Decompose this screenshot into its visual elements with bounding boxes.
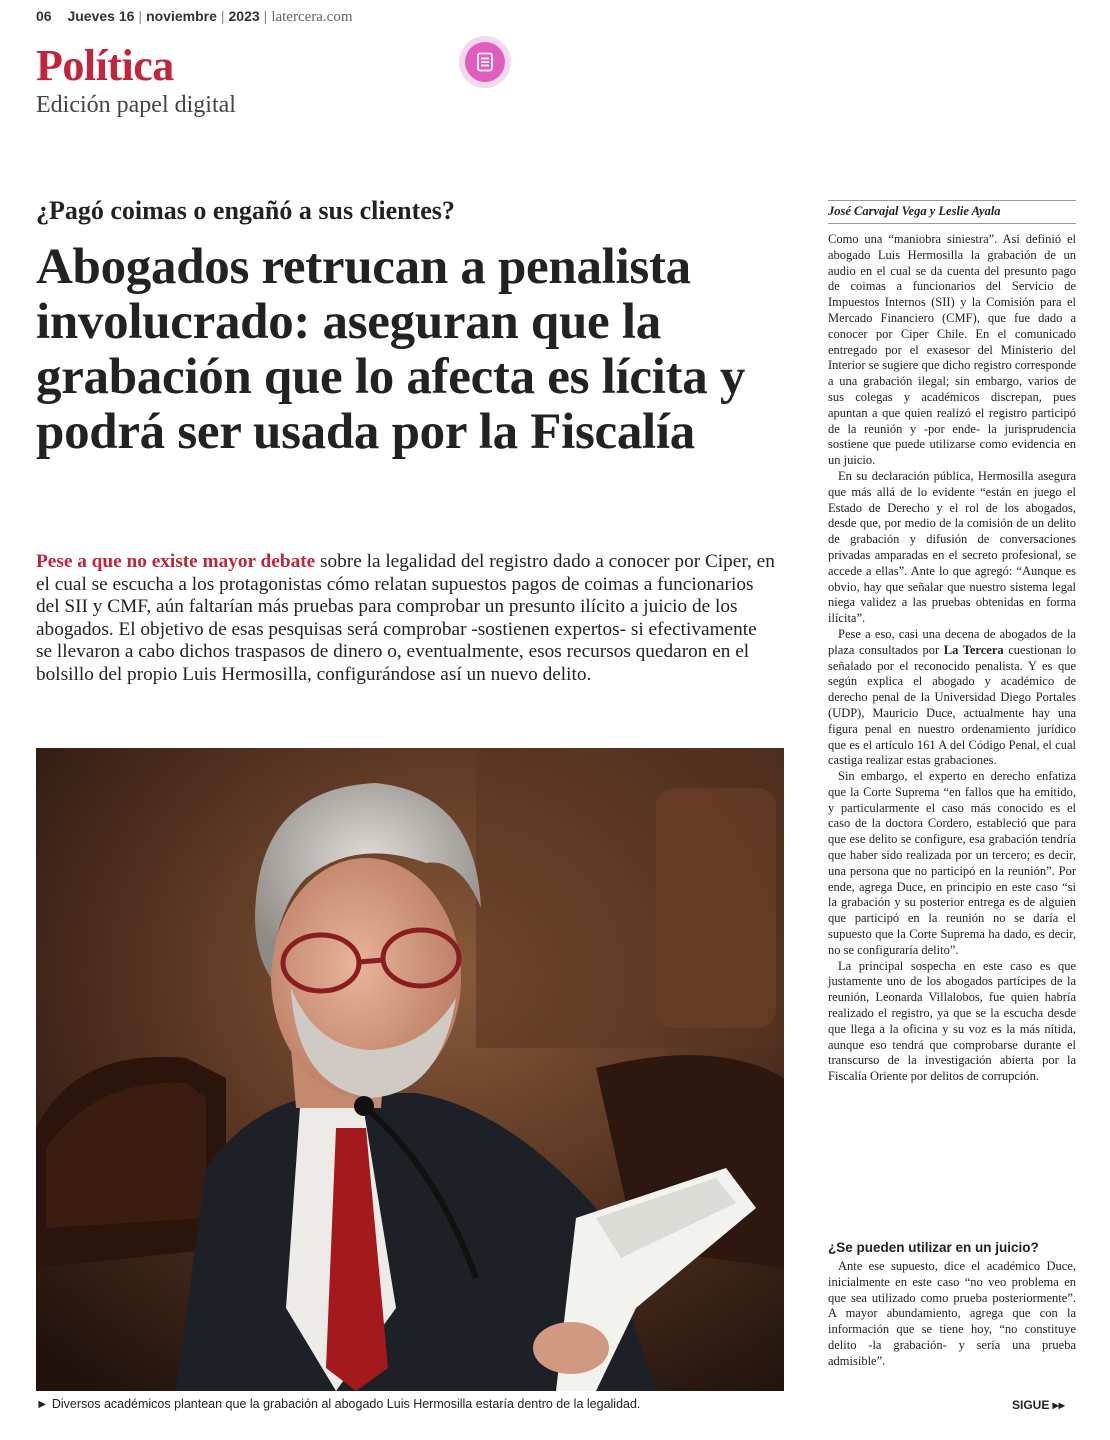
date-month: noviembre — [146, 8, 217, 24]
masthead-line: 06 Jueves 16 | noviembre | 2023 | latercera.com — [36, 8, 353, 25]
article-body-column — [828, 232, 1076, 1085]
continue-link[interactable]: SIGUE ▸▸ — [1012, 1398, 1065, 1412]
date-day: Jueves 16 — [67, 8, 135, 24]
document-list-icon — [465, 42, 505, 82]
body-paragraph: La principal sospecha en este caso es que justamente uno de los abogados partícipes de la reunión, Leonarda Villalobos, fue quien habría realizado el registro, ya que se la escucha desde que llega a la oficina y su voz es la más nítida, aunque eso tendrá que comprobarse durante el transcurso de la investigación abierta por la Fiscalía Oriente por delitos de corrupción. — [828, 958, 1076, 1084]
photo-caption: ► Diversos académicos plantean que la grabación al abogado Luis Hermosilla estaría dentro de la legalidad. — [36, 1397, 641, 1411]
article-lede — [36, 551, 776, 686]
article-body-column-end — [828, 1259, 1076, 1370]
page-number: 06 — [36, 8, 52, 24]
body-subhead: ¿Se pueden utilizar en un juicio? — [828, 1240, 1039, 1255]
article-byline: José Carvajal Vega y Leslie Ayala — [828, 200, 1076, 224]
body-paragraph: Como una “maniobra siniestra”. Así definió el abogado Luis Hermosilla la grabación de un audio en el cual se da cuenta del presunto pago de coimas a funcionarios del Servicio de Impuestos Internos (SII) y la Comisión para el Mercado Financiero (CMF), que fue dado a conocer por Ciper Chile. En el comunicado entregado por el exasesor del Ministerio del Interior se sugiere que dicho registro corresponde a una grabación ilegal; sin embargo, varios de sus colegas y académicos discrepan, pues apuntan a que quien realizó el registro participó de la reunión y -por ende- la jurisprudencia sostiene que puede utilizarse como evidencia en un juicio. — [828, 232, 1076, 468]
article-photo — [36, 748, 784, 1391]
article-kicker: ¿Pagó coimas o engañó a sus clientes? — [36, 196, 455, 225]
photo-illustration — [36, 748, 784, 1391]
lede-lead: Pese a que no existe mayor debate — [36, 551, 316, 572]
publication-name: La Tercera — [943, 642, 1004, 657]
body-paragraph: Pese a eso, casi una decena de abogados de la plaza consultados por La Tercera cuestionan lo señalado por el reconocido penalista. Y es que según explica el abogado y académico de derecho penal de la Universidad Diego Portales (UDP), Mauricio Duce, actualmente hay una figura penal en nuestro ordenamiento jurídico que es el artículo 161 A del Código Penal, el cual castiga realizar estas grabaciones. — [828, 626, 1076, 768]
body-paragraph: En su declaración pública, Hermosilla asegura que más allá de lo evidente “están en juego el Estado de Derecho y el rol de los abogados, desde que, por medio de la comisión de un delito de grabación y difusión de conversaciones privadas amparadas en el secreto profesional, se accede a ellas”. Ante lo que agregó: “Aunque es obvio, hay que señalar que nuestro sistema legal niega validez a las pruebas obtenidas en forma ilícita”. — [828, 468, 1076, 626]
article-headline: Abogados retrucan a penalista involucrado: aseguran que la grabación que lo afecta es lícita y podrá ser usada por la Fiscalía — [36, 239, 746, 460]
article-menu-button[interactable] — [459, 36, 511, 88]
edition-label: Edición papel digital — [36, 92, 236, 118]
body-paragraph: Ante ese supuesto, dice el académico Duce, inicialmente en este caso “no veo problema en que sea utilizado como prueba posteriormente”. A mayor abundamiento, agrega que con la información que se tiene hoy, “no constituye delito -la grabación- y sería una prueba admisible”. — [828, 1259, 1076, 1368]
lede-text: sobre la legalidad del registro dado a conocer por Ciper, en el cual se escucha a los protagonistas cómo relatan supuestos pagos de coimas a funcionarios del SII y CMF, aún faltarían más pruebas para comprobar un presunto ilícito a juicio de los abogados. El objetivo de esas pesquisas será comprobar -sostienen expertos- si efectivamente se llevaron a cabo dichos traspasos de dinero o, eventualmente, esos recursos quedaron en el bolsillo del propio Luis Hermosilla, configurándose así un nuevo delito. — [36, 551, 775, 685]
body-paragraph: Sin embargo, el experto en derecho enfatiza que la Corte Suprema “en fallos que ha emitido, y particularmente el caso más conocido es el caso de la doctora Cordero, estableció que para que ese delito se configure, esa grabación tendría que haber sido realizada por un tercero; es decir, una persona que no participó en la reunión”. Por ende, agrega Duce, en principio en este caso “si la grabación y su posterior entrega es de alguien que participó en la reunión no se daría el supuesto que la Corte Suprema ha dado, es decir, no se configuraría delito”. — [828, 769, 1076, 957]
date-year: 2023 — [228, 8, 260, 24]
section-title: Política — [36, 41, 174, 90]
site-link[interactable]: latercera.com — [271, 9, 353, 25]
